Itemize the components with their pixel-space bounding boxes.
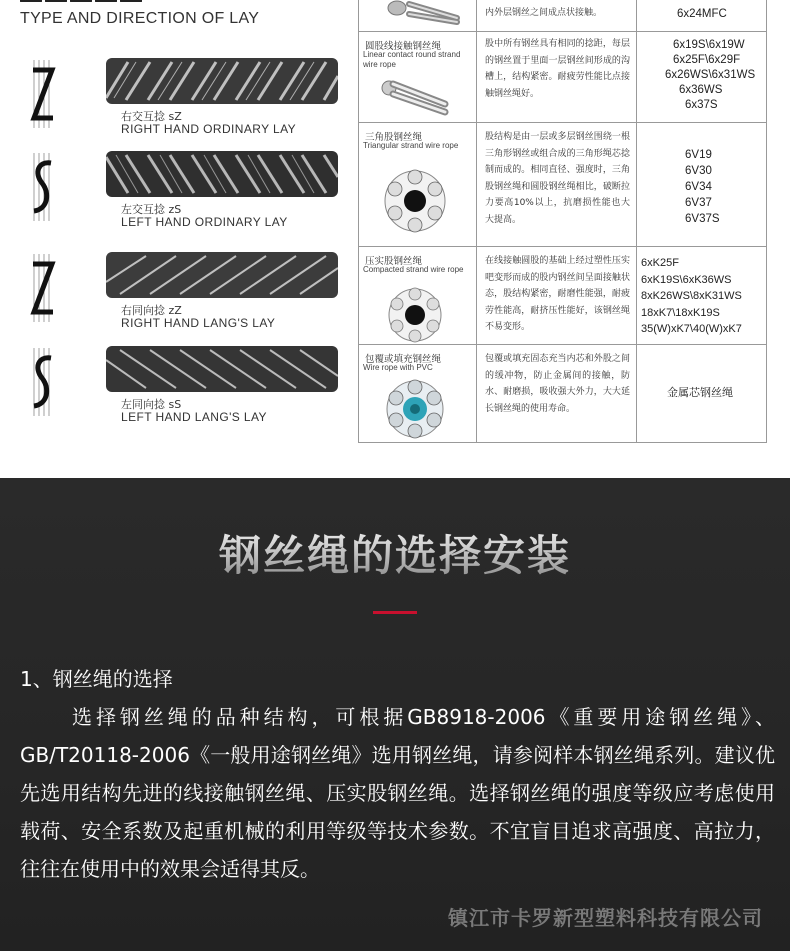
rope-image-sz <box>106 58 338 104</box>
table-specs <box>667 386 766 401</box>
lay-section-title: TYPE AND DIRECTION OF LAY <box>20 10 260 27</box>
table-specs <box>677 7 766 22</box>
paragraph-text: 选择钢丝绳的品种结构，可根据GB8918-2006《重要用途钢丝绳》、GB/T20118-2006《一般用途钢丝绳》选用钢丝绳，请参阅样本钢丝绳系列。建议优先选用结构先进的线接触钢丝绳、压实股钢丝绳。选择钢丝绳的强度等级应考虑使用载荷、安全系数及起重机械的利用等级等技术参数。不宜盲目追求高强度、高拉力，往往在使用中的效果会适得其反。 <box>20 705 775 881</box>
z-strand-icon <box>30 252 56 324</box>
table-desc: 内外层钢丝之间成点状接触。 <box>485 8 603 18</box>
accent-divider <box>373 611 417 614</box>
linear-contact-rope-icon <box>379 74 459 118</box>
spec-item: 35(W)xK7\40(W)xK7 <box>641 323 742 335</box>
rope-type-name-cn: 圆股线接触钢丝绳 <box>365 41 442 52</box>
rope-strand-icon <box>381 0 471 28</box>
rope-type-name-en: Linear contact round strand wire rope <box>363 50 461 69</box>
lay-label-cn: 右同向捻 zZ <box>121 304 182 317</box>
lay-label-en: RIGHT HAND ORDINARY LAY <box>121 122 297 136</box>
rope-type-name-cn: 包覆或填充钢丝绳 <box>365 354 442 365</box>
spec-item: 6x19S\6x19W <box>673 39 745 51</box>
spec-item: 金属芯钢丝绳 <box>667 387 733 399</box>
table-specs <box>685 147 766 227</box>
table-specs <box>641 255 766 338</box>
lay-item-left-langs <box>30 346 330 436</box>
rope-type-name-en: Wire rope with PVC <box>363 363 433 372</box>
lay-item-right-langs <box>30 252 330 342</box>
spec-item: 6x37S <box>685 99 718 111</box>
lay-label-cn: 左同向捻 sS <box>121 398 182 411</box>
table-desc: 在线接触圆股的基础上经过塑性压实吧变形而成的股内钢丝间呈面接触状态，股结构紧密，耐磨性能强，耐疲劳性能高，耐挤压性能好，该钢丝绳不易变形。 <box>485 256 630 332</box>
rope-image-zz <box>106 252 338 298</box>
rope-image-zs <box>106 151 338 197</box>
spec-item: 8xK26WS\8xK31WS <box>641 290 742 302</box>
company-watermark: 镇江市卡罗新型塑料科技有限公司 <box>448 906 763 930</box>
subsection-title: 1、钢丝绳的选择 <box>20 667 173 691</box>
s-strand-icon <box>30 151 56 223</box>
table-row <box>358 345 767 443</box>
rope-type-name-en: Triangular strand wire rope <box>363 141 459 150</box>
table-desc: 股中所有钢丝具有相同的捻距，每层的钢丝置于里面一层钢丝间形成的沟槽上，结构紧密。耐疲劳性能比点接触钢丝绳好。 <box>485 39 630 99</box>
spec-item: 6x24MFC <box>677 8 727 20</box>
lay-label-en: LEFT HAND LANG'S LAY <box>121 410 267 424</box>
spec-item: 6x36WS <box>679 84 723 96</box>
pvc-wire-rope-cross-section-icon <box>385 379 445 439</box>
z-strand-icon <box>30 58 56 130</box>
table-desc: 包覆或填充固态充当内芯和外股之间的缓冲物，防止金属间的接触，防水、耐磨损，吸收强大外力，大大延长钢丝绳的使用寿命。 <box>485 354 630 414</box>
rope-type-name-en: Compacted strand wire rope <box>363 265 464 274</box>
table-row <box>358 123 767 247</box>
section-heading: 钢丝绳的选择安装 <box>218 531 571 580</box>
table-desc: 股结构是由一层或多层钢丝围绕一根三角形钢丝或组合成的三角形绳芯捻制而成的。相同直径、强度时，三角股钢丝绳和圆股钢丝绳相比，破断拉力要高10%以上，抗磨损性能也大大提高。 <box>485 132 630 225</box>
spec-item: 6V37 <box>685 197 712 209</box>
lay-label-cn: 左交互捻 zS <box>121 203 182 216</box>
cut-off-heading <box>20 0 220 2</box>
rope-type-name-cn: 压实股钢丝绳 <box>365 256 423 267</box>
s-strand-icon <box>30 346 56 418</box>
table-row <box>358 247 767 345</box>
lay-label-en: LEFT HAND ORDINARY LAY <box>121 215 288 229</box>
spec-item: 6V37S <box>685 213 720 225</box>
spec-item: 18xK7\18xK19S <box>641 306 720 319</box>
compacted-strand-cross-section-icon <box>387 287 443 343</box>
spec-item: 6x25F\6x29F <box>673 54 741 66</box>
spec-item: 6x26WS\6x31WS <box>665 69 756 81</box>
spec-item: 6V30 <box>685 165 712 177</box>
rope-type-name-cn: 三角股钢丝绳 <box>365 132 423 143</box>
triangular-strand-cross-section-icon <box>383 169 447 233</box>
lay-item-right-ordinary <box>30 58 330 148</box>
lay-item-left-ordinary <box>30 151 330 241</box>
table-specs <box>665 38 766 113</box>
spec-item: 6V34 <box>685 181 712 193</box>
table-row <box>358 0 767 32</box>
spec-item: 6V19 <box>685 149 712 161</box>
spec-item: 6xK25F <box>641 257 679 269</box>
selection-installation-section <box>0 478 790 951</box>
rope-image-ss <box>106 346 338 392</box>
selection-paragraph <box>20 698 775 888</box>
spec-item: 6xK19S\6xK36WS <box>641 273 732 286</box>
table-row <box>358 32 767 123</box>
lay-label-en: RIGHT HAND LANG'S LAY <box>121 316 276 330</box>
lay-label-cn: 右交互捻 sZ <box>121 110 182 123</box>
